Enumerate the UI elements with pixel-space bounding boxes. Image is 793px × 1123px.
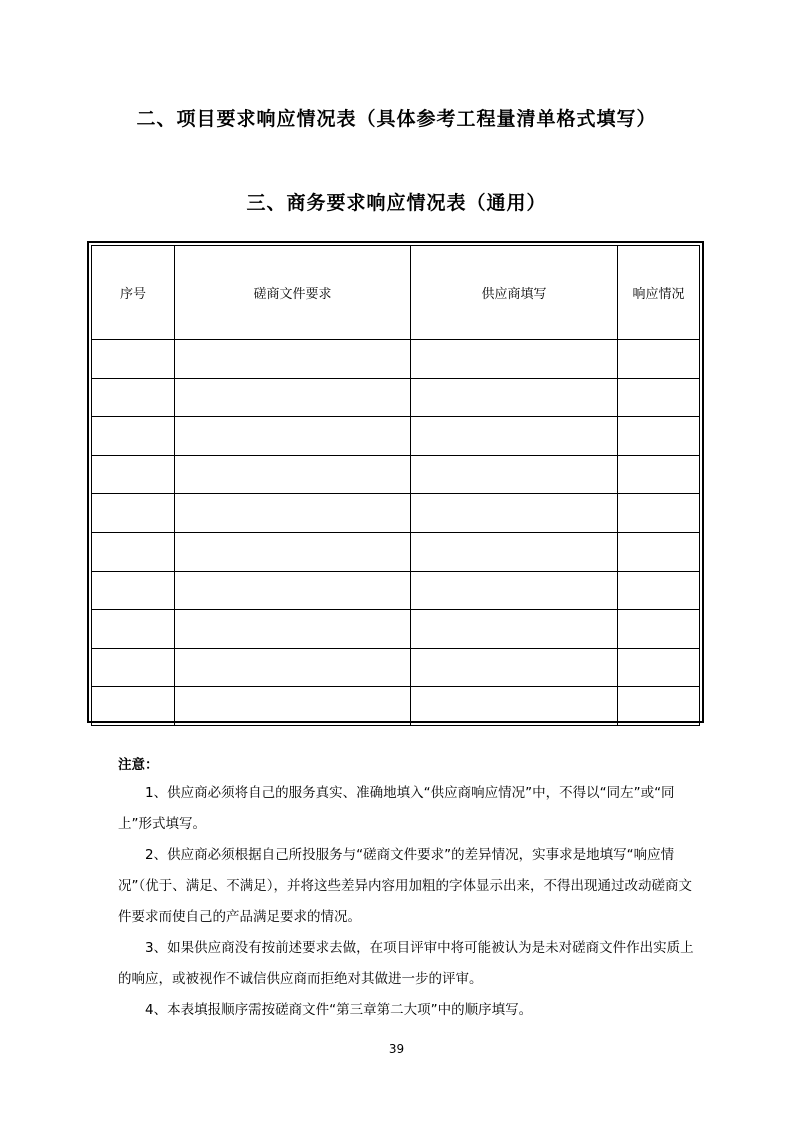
cell-supplier-input[interactable] — [411, 687, 618, 726]
cell-response-status[interactable] — [618, 455, 700, 494]
cell-doc-requirement[interactable] — [175, 494, 411, 533]
section-3-heading: 三、商务要求响应情况表（通用） — [246, 192, 547, 214]
cell-serial-number[interactable] — [92, 687, 175, 726]
page-number: 39 — [388, 1042, 405, 1056]
table-row — [92, 378, 700, 417]
table-row — [92, 687, 700, 726]
table-row — [92, 532, 700, 571]
table-row — [92, 455, 700, 494]
note-item-4: 4、本表填报顺序需按磋商文件“第三章第二大项”中的顺序填写。 — [145, 1002, 533, 1018]
cell-doc-requirement[interactable] — [175, 340, 411, 379]
cell-response-status[interactable] — [618, 687, 700, 726]
cell-response-status[interactable] — [618, 340, 700, 379]
cell-doc-requirement[interactable] — [175, 571, 411, 610]
header-serial-number: 序号 — [92, 246, 175, 340]
cell-serial-number[interactable] — [92, 571, 175, 610]
cell-serial-number[interactable] — [92, 378, 175, 417]
note-item-2: 2、供应商必须根据自己所投服务与“磋商文件要求”的差异情况，实事求是地填写“响应情况”（优于、满足、不满足），并将这些差异内容用加粗的字体显示出来，不得出现通过改动磋商文件要求而使自己的产品满足要求的情况。 — [118, 847, 692, 925]
cell-response-status[interactable] — [618, 532, 700, 571]
cell-response-status[interactable] — [618, 648, 700, 687]
cell-doc-requirement[interactable] — [175, 687, 411, 726]
cell-serial-number[interactable] — [92, 610, 175, 649]
cell-doc-requirement[interactable] — [175, 417, 411, 456]
cell-supplier-input[interactable] — [411, 571, 618, 610]
notes-title: 注意： — [118, 757, 159, 773]
cell-doc-requirement[interactable] — [175, 378, 411, 417]
table-row — [92, 610, 700, 649]
cell-serial-number[interactable] — [92, 532, 175, 571]
cell-serial-number[interactable] — [92, 494, 175, 533]
table-row — [92, 648, 700, 687]
cell-serial-number[interactable] — [92, 417, 175, 456]
cell-doc-requirement[interactable] — [175, 648, 411, 687]
header-response-status: 响应情况 — [618, 246, 700, 340]
section-2-heading: 二、项目要求响应情况表（具体参考工程量清单格式填写） — [136, 108, 657, 130]
note-item-3: 3、如果供应商没有按前述要求去做，在项目评审中将可能被认为是未对磋商文件作出实质上的响应，或被视作不诚信供应商而拒绝对其做进一步的评审。 — [118, 940, 694, 987]
cell-supplier-input[interactable] — [411, 417, 618, 456]
cell-serial-number[interactable] — [92, 340, 175, 379]
cell-response-status[interactable] — [618, 378, 700, 417]
cell-supplier-input[interactable] — [411, 340, 618, 379]
header-doc-requirement: 磋商文件要求 — [175, 246, 411, 340]
cell-response-status[interactable] — [618, 571, 700, 610]
cell-serial-number[interactable] — [92, 455, 175, 494]
cell-supplier-input[interactable] — [411, 648, 618, 687]
cell-supplier-input[interactable] — [411, 455, 618, 494]
table-header-row — [92, 246, 700, 340]
note-item-1: 1、供应商必须将自己的服务真实、准确地填入“供应商响应情况”中，不得以“同左”或“同上”形式填写。 — [118, 785, 675, 832]
cell-supplier-input[interactable] — [411, 494, 618, 533]
table-row — [92, 340, 700, 379]
table-row — [92, 494, 700, 533]
cell-supplier-input[interactable] — [411, 532, 618, 571]
cell-supplier-input[interactable] — [411, 610, 618, 649]
cell-supplier-input[interactable] — [411, 378, 618, 417]
cell-response-status[interactable] — [618, 494, 700, 533]
commercial-response-table — [87, 241, 704, 723]
notes-section — [118, 752, 698, 1026]
cell-response-status[interactable] — [618, 417, 700, 456]
cell-doc-requirement[interactable] — [175, 532, 411, 571]
table-row — [92, 417, 700, 456]
cell-doc-requirement[interactable] — [175, 455, 411, 494]
header-supplier-input: 供应商填写 — [411, 246, 618, 340]
cell-response-status[interactable] — [618, 610, 700, 649]
cell-serial-number[interactable] — [92, 648, 175, 687]
table-row — [92, 571, 700, 610]
cell-doc-requirement[interactable] — [175, 610, 411, 649]
